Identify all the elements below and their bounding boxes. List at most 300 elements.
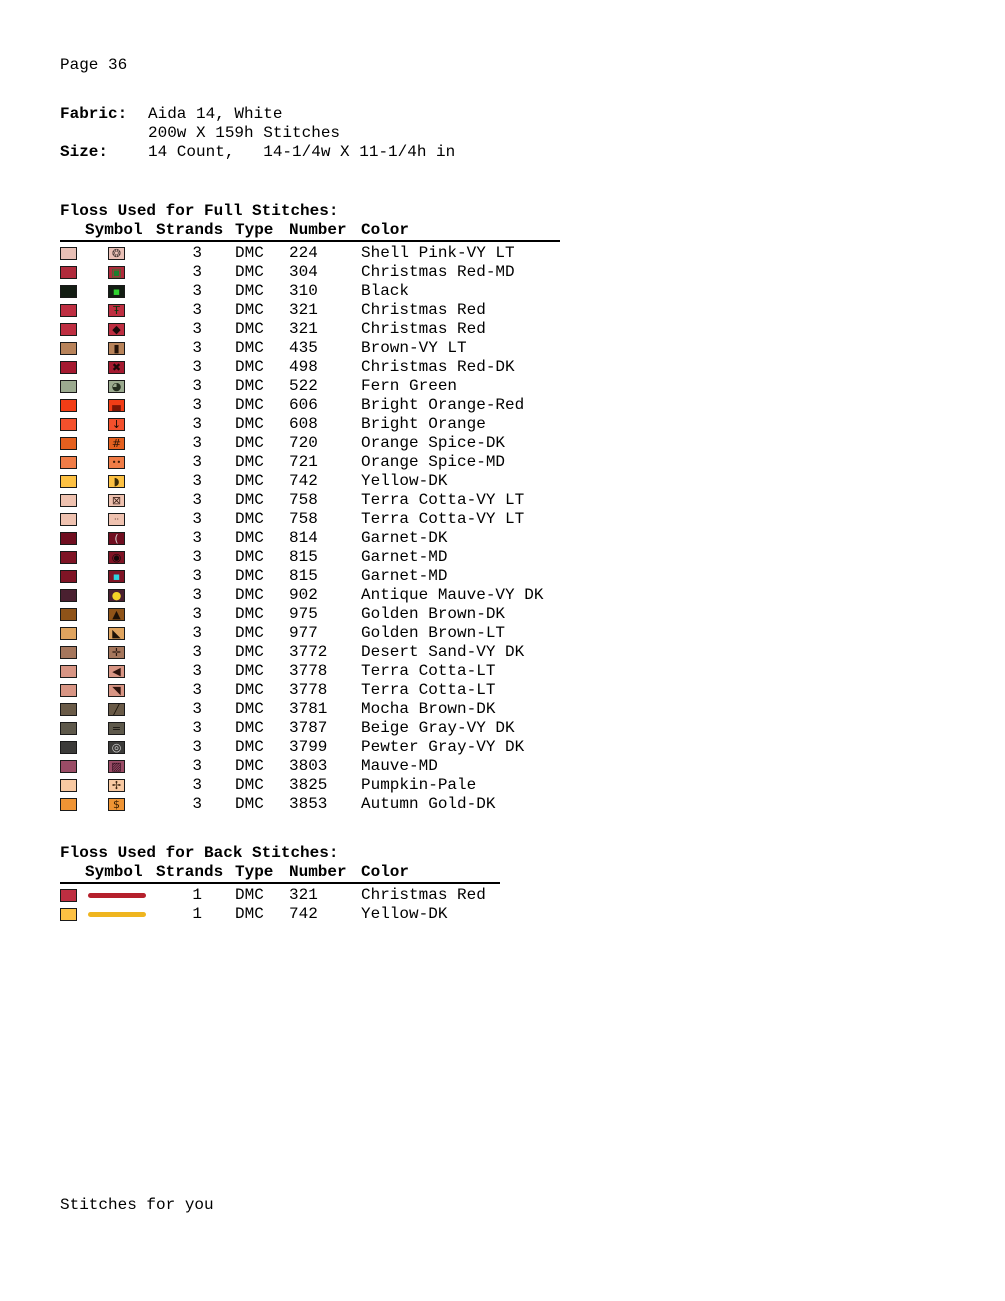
swatch-cell xyxy=(60,795,108,814)
swatch-cell xyxy=(60,301,108,320)
color-name-cell: Christmas Red-MD xyxy=(361,263,515,281)
color-name-cell: Bright Orange-Red xyxy=(361,396,525,414)
type-cell: DMC xyxy=(235,491,264,509)
color-name-cell: Desert Sand-VY DK xyxy=(361,643,525,661)
color-swatch xyxy=(60,608,77,621)
swatch-cell xyxy=(60,415,108,434)
stitch-symbol: •• xyxy=(108,456,125,469)
stitch-symbol: ◆ xyxy=(108,323,125,336)
number-cell: 758 xyxy=(289,510,318,528)
number-cell: 977 xyxy=(289,624,318,642)
strands-cell: 3 xyxy=(192,339,202,357)
table-row xyxy=(60,586,560,605)
swatch-cell xyxy=(60,453,108,472)
color-name-cell: Antique Mauve-VY DK xyxy=(361,586,544,604)
symbol-cell xyxy=(108,605,156,624)
color-swatch xyxy=(60,665,77,678)
strands-cell: 3 xyxy=(192,795,202,813)
swatch-cell xyxy=(60,605,108,624)
number-cell: 975 xyxy=(289,605,318,623)
number-cell: 522 xyxy=(289,377,318,395)
stitch-symbol: ▄ xyxy=(108,399,125,412)
color-name-cell: Terra Cotta-LT xyxy=(361,662,496,680)
type-cell: DMC xyxy=(235,757,264,775)
header-type: Type xyxy=(235,863,274,881)
strands-cell: 3 xyxy=(192,567,202,585)
stitch-symbol: ▮ xyxy=(108,342,125,355)
number-cell: 3853 xyxy=(289,795,328,813)
color-name-cell: Mocha Brown-DK xyxy=(361,700,496,718)
table-row xyxy=(60,776,560,795)
number-cell: 321 xyxy=(289,320,318,338)
swatch-cell xyxy=(60,396,108,415)
table-row xyxy=(60,643,560,662)
type-cell: DMC xyxy=(235,339,264,357)
color-swatch xyxy=(60,323,77,336)
header-symbol: Symbol xyxy=(85,221,143,239)
stitch-symbol: ▲ xyxy=(108,608,125,621)
type-cell: DMC xyxy=(235,434,264,452)
size-value: 14 Count, 14-1/4w X 11-1/4h in xyxy=(148,143,456,161)
type-cell: DMC xyxy=(235,719,264,737)
strands-cell: 3 xyxy=(192,244,202,262)
type-cell: DMC xyxy=(235,396,264,414)
stitch-symbol: ◣ xyxy=(108,627,125,640)
type-cell: DMC xyxy=(235,624,264,642)
stitch-symbol: ( xyxy=(108,532,125,545)
color-swatch xyxy=(60,456,77,469)
number-cell: 321 xyxy=(289,301,318,319)
type-cell: DMC xyxy=(235,886,264,904)
color-swatch xyxy=(60,285,77,298)
stitch-symbol: Ŧ xyxy=(108,304,125,317)
table-row xyxy=(60,681,560,700)
strands-cell: 3 xyxy=(192,491,202,509)
number-cell: 606 xyxy=(289,396,318,414)
symbol-cell xyxy=(108,320,156,339)
table-row xyxy=(60,320,560,339)
symbol-cell xyxy=(108,434,156,453)
number-cell: 3778 xyxy=(289,662,328,680)
color-swatch xyxy=(60,741,77,754)
color-swatch xyxy=(60,361,77,374)
stitch-symbol: ◥ xyxy=(108,684,125,697)
color-name-cell: Garnet-MD xyxy=(361,567,448,585)
swatch-cell xyxy=(60,491,108,510)
number-cell: 814 xyxy=(289,529,318,547)
type-cell: DMC xyxy=(235,643,264,661)
color-swatch xyxy=(60,380,77,393)
swatch-cell xyxy=(60,434,108,453)
symbol-cell xyxy=(108,244,156,263)
color-swatch xyxy=(60,684,77,697)
symbol-cell xyxy=(108,738,156,757)
symbol-cell xyxy=(108,491,156,510)
fabric-label: Fabric: xyxy=(60,105,128,123)
stitch-symbol: $ xyxy=(108,798,125,811)
table-row xyxy=(60,244,560,263)
strands-cell: 3 xyxy=(192,472,202,490)
symbol-cell xyxy=(108,453,156,472)
symbol-cell xyxy=(108,624,156,643)
strands-cell: 3 xyxy=(192,643,202,661)
size-label: Size: xyxy=(60,143,109,161)
symbol-cell xyxy=(108,301,156,320)
strands-cell: 3 xyxy=(192,700,202,718)
swatch-cell xyxy=(60,548,108,567)
number-cell: 758 xyxy=(289,491,318,509)
color-swatch xyxy=(60,437,77,450)
stitch-symbol: ◀ xyxy=(108,665,125,678)
number-cell: 742 xyxy=(289,905,318,923)
back-stitches-header-row xyxy=(60,863,500,884)
number-cell: 3772 xyxy=(289,643,328,661)
number-cell: 902 xyxy=(289,586,318,604)
symbol-cell xyxy=(108,567,156,586)
color-swatch xyxy=(60,494,77,507)
fabric-label-spacer xyxy=(60,124,148,143)
back-stitches-table xyxy=(60,863,500,924)
table-row xyxy=(60,886,500,905)
symbol-cell xyxy=(108,586,156,605)
type-cell: DMC xyxy=(235,700,264,718)
color-name-cell: Brown-VY LT xyxy=(361,339,467,357)
full-stitches-header-row xyxy=(60,221,560,242)
number-cell: 3778 xyxy=(289,681,328,699)
table-row xyxy=(60,738,560,757)
table-row xyxy=(60,795,560,814)
stitch-symbol: ▪ xyxy=(108,285,125,298)
number-cell: 815 xyxy=(289,548,318,566)
color-name-cell: Terra Cotta-LT xyxy=(361,681,496,699)
fabric-value-line1: Aida 14, White xyxy=(148,105,283,123)
stitch-symbol: ▣ xyxy=(108,266,125,279)
page-number: Page 36 xyxy=(60,56,128,74)
color-swatch xyxy=(60,342,77,355)
stitch-symbol: ↓ xyxy=(108,418,125,431)
color-name-cell: Christmas Red xyxy=(361,886,486,904)
color-swatch xyxy=(60,798,77,811)
swatch-cell xyxy=(60,282,108,301)
strands-cell: 3 xyxy=(192,757,202,775)
header-number: Number xyxy=(289,221,347,239)
type-cell: DMC xyxy=(235,510,264,528)
number-cell: 310 xyxy=(289,282,318,300)
table-row xyxy=(60,662,560,681)
color-name-cell: Christmas Red xyxy=(361,301,486,319)
color-name-cell: Pewter Gray-VY DK xyxy=(361,738,525,756)
color-swatch xyxy=(60,551,77,564)
strands-cell: 3 xyxy=(192,358,202,376)
symbol-cell xyxy=(108,358,156,377)
color-name-cell: Garnet-DK xyxy=(361,529,448,547)
table-row xyxy=(60,510,560,529)
color-swatch xyxy=(60,304,77,317)
table-row xyxy=(60,434,560,453)
header-strands: Strands xyxy=(156,863,224,881)
table-row xyxy=(60,453,560,472)
table-row xyxy=(60,358,560,377)
color-swatch xyxy=(60,646,77,659)
color-name-cell: Bright Orange xyxy=(361,415,486,433)
type-cell: DMC xyxy=(235,301,264,319)
strands-cell: 3 xyxy=(192,548,202,566)
type-cell: DMC xyxy=(235,662,264,680)
number-cell: 224 xyxy=(289,244,318,262)
fabric-value-line2: 200w X 159h Stitches xyxy=(148,124,341,142)
table-row xyxy=(60,757,560,776)
symbol-cell xyxy=(108,548,156,567)
header-color: Color xyxy=(361,221,410,239)
color-swatch xyxy=(60,532,77,545)
strands-cell: 3 xyxy=(192,738,202,756)
strands-cell: 3 xyxy=(192,377,202,395)
symbol-cell xyxy=(108,776,156,795)
symbol-cell xyxy=(108,681,156,700)
color-name-cell: Garnet-MD xyxy=(361,548,448,566)
color-swatch xyxy=(60,703,77,716)
symbol-cell xyxy=(108,643,156,662)
backstitch-line xyxy=(88,893,146,898)
color-name-cell: Yellow-DK xyxy=(361,472,448,490)
color-name-cell: Christmas Red xyxy=(361,320,486,338)
type-cell: DMC xyxy=(235,263,264,281)
table-row xyxy=(60,905,500,924)
stitch-symbol: ❂ xyxy=(108,247,125,260)
type-cell: DMC xyxy=(235,567,264,585)
symbol-cell xyxy=(108,662,156,681)
header-strands: Strands xyxy=(156,221,224,239)
table-row xyxy=(60,624,560,643)
swatch-cell xyxy=(60,320,108,339)
strands-cell: 3 xyxy=(192,605,202,623)
swatch-cell xyxy=(60,244,108,263)
stitch-symbol: ◕ xyxy=(108,380,125,393)
strands-cell: 3 xyxy=(192,624,202,642)
header-number: Number xyxy=(289,863,347,881)
strands-cell: 3 xyxy=(192,776,202,794)
strands-cell: 3 xyxy=(192,719,202,737)
type-cell: DMC xyxy=(235,905,264,923)
strands-cell: 1 xyxy=(192,886,202,904)
color-swatch xyxy=(60,475,77,488)
swatch-cell xyxy=(60,681,108,700)
swatch-cell xyxy=(60,719,108,738)
stitch-symbol: ● xyxy=(108,589,125,602)
color-swatch xyxy=(60,722,77,735)
type-cell: DMC xyxy=(235,738,264,756)
stitch-symbol: ✖ xyxy=(108,361,125,374)
symbol-cell xyxy=(108,529,156,548)
stitch-symbol: # xyxy=(108,437,125,450)
symbol-cell xyxy=(108,510,156,529)
symbol-cell xyxy=(108,415,156,434)
stitch-symbol: ▪ xyxy=(108,570,125,583)
swatch-cell xyxy=(60,776,108,795)
color-swatch xyxy=(60,889,77,902)
table-row xyxy=(60,472,560,491)
swatch-cell xyxy=(60,472,108,491)
full-stitches-title: Floss Used for Full Stitches: xyxy=(60,202,339,220)
color-name-cell: Beige Gray-VY DK xyxy=(361,719,515,737)
strands-cell: 3 xyxy=(192,529,202,547)
number-cell: 742 xyxy=(289,472,318,490)
color-name-cell: Golden Brown-DK xyxy=(361,605,506,623)
symbol-cell xyxy=(108,396,156,415)
swatch-cell xyxy=(60,757,108,776)
type-cell: DMC xyxy=(235,472,264,490)
type-cell: DMC xyxy=(235,320,264,338)
symbol-cell xyxy=(108,472,156,491)
color-name-cell: Golden Brown-LT xyxy=(361,624,506,642)
stitch-symbol: ◎ xyxy=(108,741,125,754)
color-swatch xyxy=(60,247,77,260)
strands-cell: 3 xyxy=(192,415,202,433)
fabric-info xyxy=(60,105,1005,162)
number-cell: 3803 xyxy=(289,757,328,775)
table-row xyxy=(60,491,560,510)
header-symbol: Symbol xyxy=(85,863,143,881)
strands-cell: 3 xyxy=(192,434,202,452)
table-row xyxy=(60,301,560,320)
color-name-cell: Orange Spice-MD xyxy=(361,453,506,471)
swatch-cell xyxy=(60,358,108,377)
back-stitches-title: Floss Used for Back Stitches: xyxy=(60,844,339,862)
symbol-cell xyxy=(108,339,156,358)
swatch-cell xyxy=(60,339,108,358)
stitch-symbol: ⊠ xyxy=(108,494,125,507)
type-cell: DMC xyxy=(235,415,264,433)
strands-cell: 3 xyxy=(192,681,202,699)
stitch-symbol: ╱ xyxy=(108,703,125,716)
strands-cell: 3 xyxy=(192,282,202,300)
color-swatch xyxy=(60,627,77,640)
stitch-symbol: ◉ xyxy=(108,551,125,564)
color-swatch xyxy=(60,760,77,773)
table-row xyxy=(60,719,560,738)
number-cell: 3781 xyxy=(289,700,328,718)
table-row xyxy=(60,567,560,586)
type-cell: DMC xyxy=(235,358,264,376)
symbol-cell xyxy=(108,700,156,719)
table-row xyxy=(60,377,560,396)
type-cell: DMC xyxy=(235,586,264,604)
color-name-cell: Terra Cotta-VY LT xyxy=(361,510,525,528)
number-cell: 3799 xyxy=(289,738,328,756)
color-name-cell: Fern Green xyxy=(361,377,458,395)
full-stitches-table xyxy=(60,221,560,814)
swatch-cell xyxy=(60,662,108,681)
stitch-symbol: ✢ xyxy=(108,779,125,792)
type-cell: DMC xyxy=(235,605,264,623)
footer-text: Stitches for you xyxy=(60,1196,214,1214)
color-name-cell: Terra Cotta-VY LT xyxy=(361,491,525,509)
stitch-symbol: ◗ xyxy=(108,475,125,488)
strands-cell: 3 xyxy=(192,662,202,680)
symbol-cell xyxy=(108,719,156,738)
color-swatch xyxy=(60,589,77,602)
table-row xyxy=(60,548,560,567)
color-swatch xyxy=(60,513,77,526)
stitch-symbol: ✛ xyxy=(108,646,125,659)
table-row xyxy=(60,605,560,624)
table-row xyxy=(60,700,560,719)
stitch-symbol: = xyxy=(108,722,125,735)
type-cell: DMC xyxy=(235,529,264,547)
table-row xyxy=(60,282,560,301)
header-color: Color xyxy=(361,863,410,881)
table-row xyxy=(60,339,560,358)
swatch-cell xyxy=(60,567,108,586)
strands-cell: 3 xyxy=(192,510,202,528)
color-name-cell: Yellow-DK xyxy=(361,905,448,923)
color-name-cell: Shell Pink-VY LT xyxy=(361,244,515,262)
number-cell: 435 xyxy=(289,339,318,357)
swatch-cell xyxy=(60,738,108,757)
number-cell: 720 xyxy=(289,434,318,452)
back-stitch-rows xyxy=(60,886,500,924)
number-cell: 721 xyxy=(289,453,318,471)
number-cell: 321 xyxy=(289,886,318,904)
color-swatch xyxy=(60,418,77,431)
type-cell: DMC xyxy=(235,548,264,566)
strands-cell: 1 xyxy=(192,905,202,923)
color-name-cell: Black xyxy=(361,282,410,300)
number-cell: 304 xyxy=(289,263,318,281)
type-cell: DMC xyxy=(235,795,264,813)
header-type: Type xyxy=(235,221,274,239)
strands-cell: 3 xyxy=(192,320,202,338)
strands-cell: 3 xyxy=(192,586,202,604)
symbol-cell xyxy=(108,263,156,282)
number-cell: 3787 xyxy=(289,719,328,737)
strands-cell: 3 xyxy=(192,263,202,281)
swatch-cell xyxy=(60,643,108,662)
type-cell: DMC xyxy=(235,377,264,395)
swatch-cell xyxy=(60,624,108,643)
table-row xyxy=(60,263,560,282)
color-name-cell: Autumn Gold-DK xyxy=(361,795,496,813)
type-cell: DMC xyxy=(235,681,264,699)
color-swatch xyxy=(60,399,77,412)
symbol-cell xyxy=(108,757,156,776)
color-swatch xyxy=(60,570,77,583)
color-swatch xyxy=(60,779,77,792)
symbol-cell xyxy=(108,377,156,396)
color-swatch xyxy=(60,908,77,921)
full-stitch-rows xyxy=(60,244,560,814)
swatch-cell xyxy=(60,263,108,282)
swatch-cell xyxy=(60,510,108,529)
table-row xyxy=(60,415,560,434)
table-row xyxy=(60,396,560,415)
strands-cell: 3 xyxy=(192,301,202,319)
swatch-cell xyxy=(60,377,108,396)
number-cell: 815 xyxy=(289,567,318,585)
number-cell: 608 xyxy=(289,415,318,433)
type-cell: DMC xyxy=(235,282,264,300)
strands-cell: 3 xyxy=(192,396,202,414)
swatch-cell xyxy=(60,700,108,719)
swatch-cell xyxy=(60,529,108,548)
table-row xyxy=(60,529,560,548)
symbol-cell xyxy=(108,795,156,814)
color-name-cell: Mauve-MD xyxy=(361,757,438,775)
swatch-cell xyxy=(60,586,108,605)
number-cell: 498 xyxy=(289,358,318,376)
color-name-cell: Orange Spice-DK xyxy=(361,434,506,452)
type-cell: DMC xyxy=(235,776,264,794)
